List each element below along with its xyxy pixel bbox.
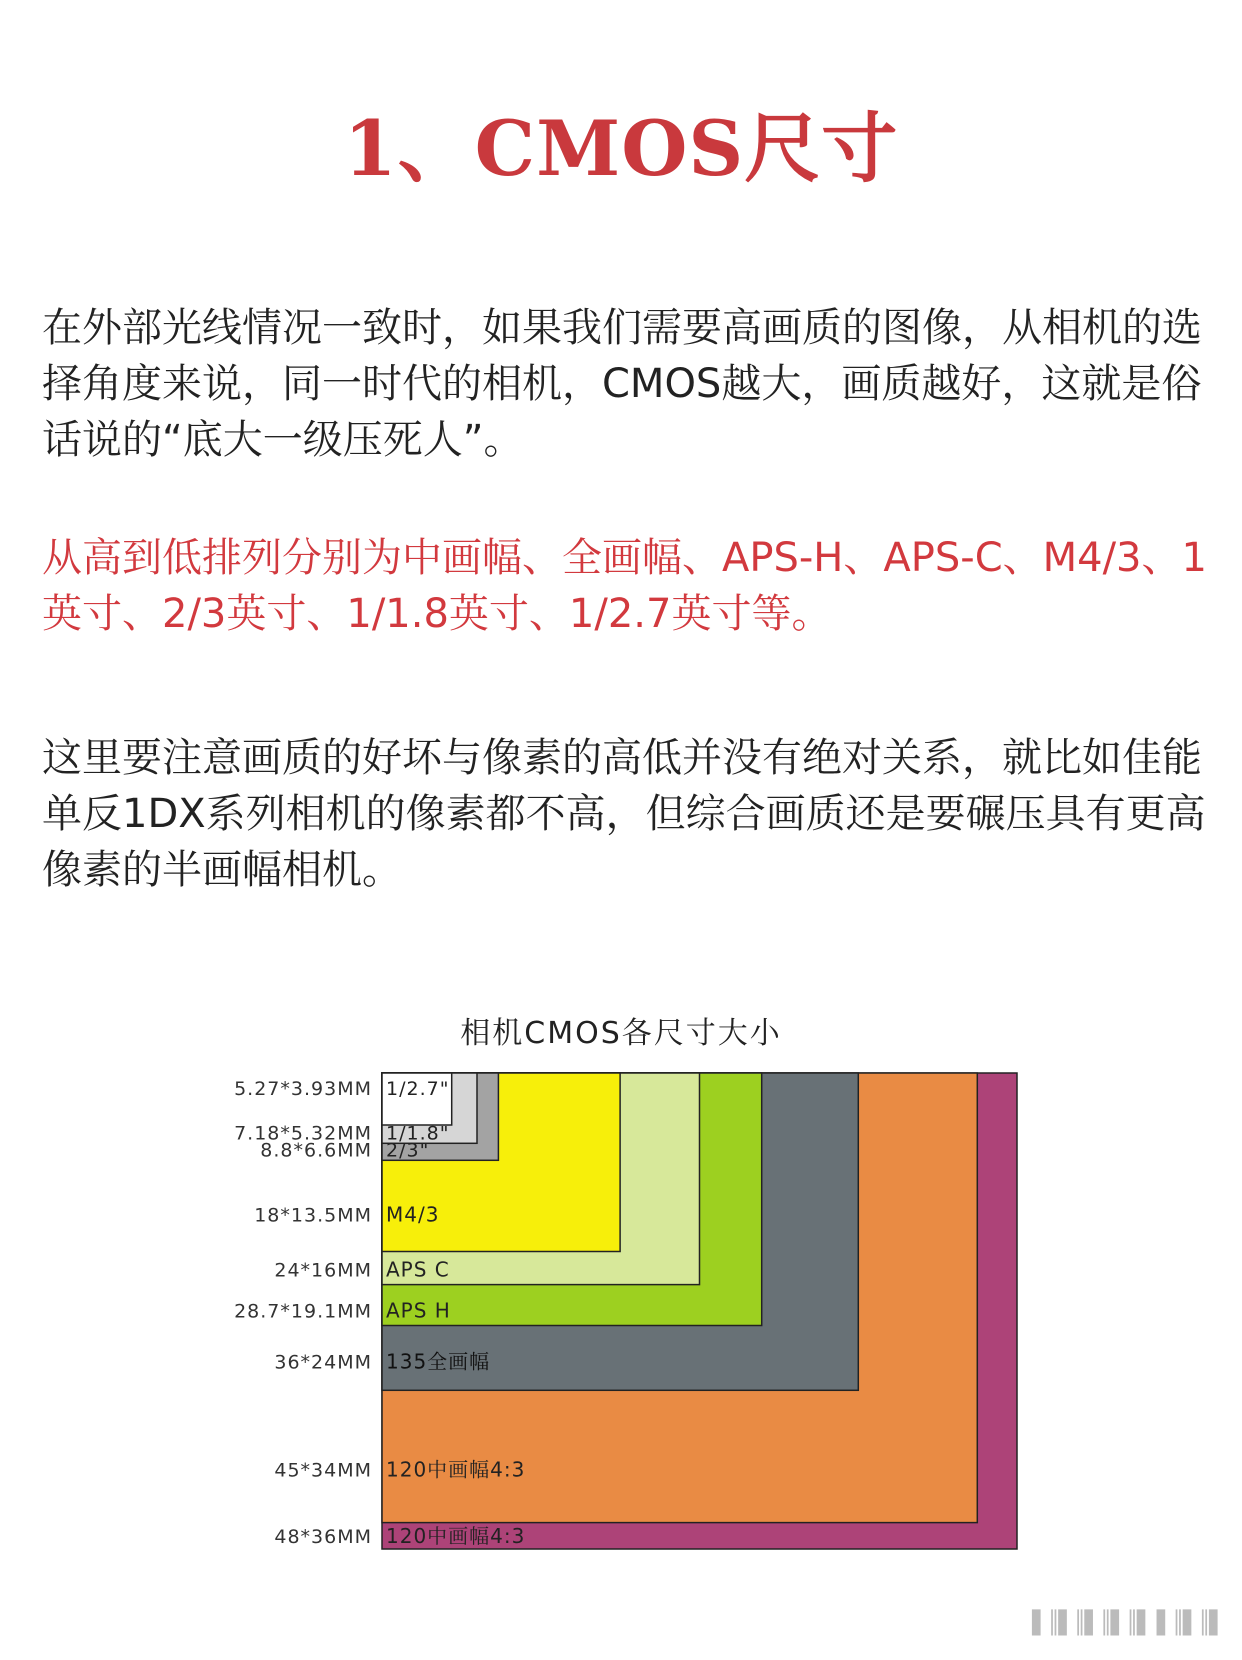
- sensor-label-mf-48: 120中画幅4:3: [386, 1524, 526, 1548]
- sensor-dims-m43: 18*13.5MM: [254, 1204, 372, 1227]
- sensor-dims-1-18in: 7.18*5.32MM: [234, 1122, 372, 1145]
- sensor-dims-aps-h: 28.7*19.1MM: [234, 1300, 372, 1323]
- sensor-dims-23in: 8.8*6.6MM: [260, 1139, 372, 1162]
- sensor-label-aps-c: APS C: [386, 1257, 450, 1282]
- sensor-label-23in: 2/3": [386, 1139, 430, 1162]
- sensor-label-1-27in: 1/2.7": [386, 1078, 450, 1100]
- diagram-title: 相机CMOS各尺寸大小: [460, 1016, 782, 1051]
- note-paragraph: 这里要注意画质的好坏与像素的高低并没有绝对关系，就比如佳能单反1DX系列相机的像素都不高，但综合画质还是要碾压具有更高像素的半画幅相机。: [42, 735, 1206, 893]
- sensor-dims-1-27in: 5.27*3.93MM: [234, 1078, 372, 1100]
- sensor-label-mf-45: 120中画幅4:3: [386, 1457, 526, 1482]
- intro-paragraph: 在外部光线情况一致时，如果我们需要高画质的图像，从相机的选择角度来说，同一时代的相机，CMOS越大，画质越好，这就是俗话说的“底大一级压死人”。: [42, 305, 1202, 463]
- page-title: 1、CMOS尺寸: [343, 104, 899, 193]
- sensor-label-ff: 135全画幅: [386, 1349, 491, 1374]
- sensor-label-m43: M4/3: [386, 1202, 440, 1227]
- sensor-dims-mf-48: 48*36MM: [274, 1526, 372, 1548]
- sensor-dims-mf-45: 45*34MM: [274, 1459, 372, 1482]
- sensor-dims-ff: 36*24MM: [274, 1351, 372, 1374]
- sensor-label-aps-h: APS H: [386, 1298, 451, 1323]
- watermark: ▌║▌║▌║▌║▌ ▌║▌║▌: [1032, 1611, 1224, 1636]
- sensor-dims-aps-c: 24*16MM: [274, 1259, 372, 1282]
- ranking-paragraph: 从高到低排列分别为中画幅、全画幅、APS-H、APS-C、M4/3、1英寸、2/3英寸、1/1.8英寸、1/2.7英寸等。: [42, 535, 1207, 637]
- sensor-label-1-18in: 1/1.8": [386, 1122, 450, 1145]
